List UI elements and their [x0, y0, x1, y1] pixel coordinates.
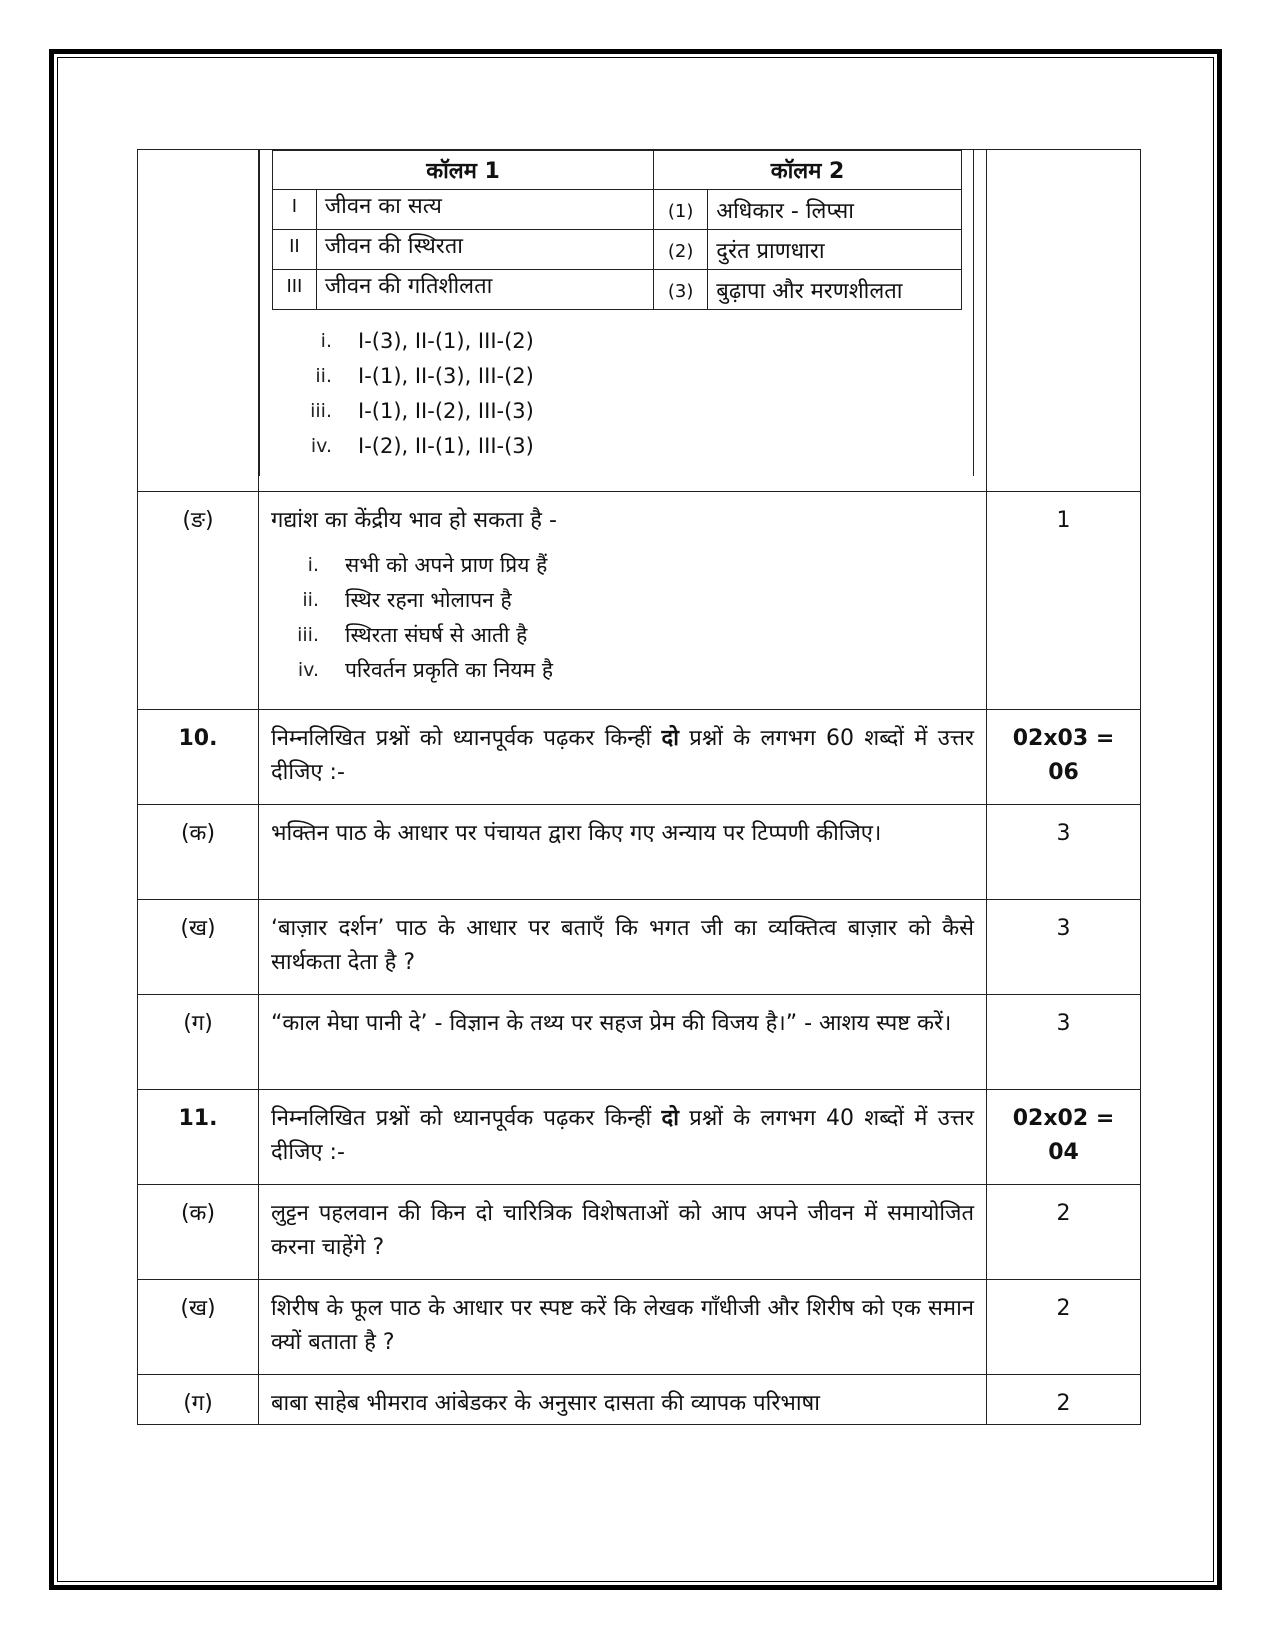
marks: 1 — [987, 492, 1141, 710]
marks: 2 — [987, 1185, 1141, 1280]
match-row — [273, 270, 962, 310]
question-number: (क) — [138, 1185, 259, 1280]
match-row — [273, 190, 962, 230]
match-columns-table — [272, 150, 962, 310]
question-text-cell — [259, 492, 987, 710]
options-list — [272, 324, 973, 464]
option-item: ii. I-(1), II-(3), III-(2) — [315, 364, 534, 388]
match-roman: II — [273, 230, 317, 270]
marks: 2 — [987, 1280, 1141, 1375]
match-col2: अधिकार - लिप्सा — [708, 190, 962, 230]
table-row — [138, 995, 1141, 1090]
question-number: (ग) — [138, 1375, 259, 1425]
marks: 2 — [987, 1375, 1141, 1425]
match-roman: I — [273, 190, 317, 230]
question-text: निम्नलिखित प्रश्नों को ध्यानपूर्वक पढ़कर किन्हीं दो प्रश्नों के लगभग 40 शब्दों में उत्तर दीजिए :- — [259, 1090, 987, 1185]
question-number: (ङ) — [138, 492, 259, 710]
option-item: i. I-(3), II-(1), III-(2) — [320, 329, 534, 353]
question-number: 10. — [138, 710, 259, 805]
option-item: iv. परिवर्तन प्रकृति का नियम है — [297, 658, 553, 682]
column2-header: कॉलम 2 — [654, 151, 962, 190]
match-roman: III — [273, 270, 317, 310]
question-number-cell — [138, 150, 259, 492]
match-num: (1) — [654, 190, 708, 230]
question-number: 11. — [138, 1090, 259, 1185]
marks: 3 — [987, 995, 1141, 1090]
option-item: iii. स्थिरता संघर्ष से आती है — [297, 623, 528, 647]
emphasis-word: दो — [661, 726, 679, 751]
question-text: निम्नलिखित प्रश्नों को ध्यानपूर्वक पढ़कर किन्हीं दो प्रश्नों के लगभग 60 शब्दों में उत्तर दीजिए :- — [259, 710, 987, 805]
table-row — [138, 492, 1141, 710]
match-col2: बुढ़ापा और मरणशीलता — [708, 270, 962, 310]
question-text: बाबा साहेब भीमराव आंबेडकर के अनुसार दासता की व्यापक परिभाषा — [259, 1375, 987, 1425]
options-list — [271, 548, 974, 688]
question-text: ‘बाज़ार दर्शन’ पाठ के आधार पर बताएँ कि भगत जी का व्यक्तित्व बाज़ार को कैसे सार्थकता देता है ? — [259, 900, 987, 995]
option-item: iii. I-(1), II-(2), III-(3) — [310, 399, 534, 423]
question-text-cell — [259, 150, 987, 492]
question-text: लुट्टन पहलवान की किन दो चारित्रिक विशेषताओं को आप अपने जीवन में समायोजित करना चाहेंगे ? — [259, 1185, 987, 1280]
match-num: (2) — [654, 230, 708, 270]
table-row — [138, 805, 1141, 900]
question-number: (ख) — [138, 1280, 259, 1375]
table-row — [138, 900, 1141, 995]
match-col2: दुरंत प्राणधारा — [708, 230, 962, 270]
match-col1: जीवन का सत्य — [316, 190, 653, 230]
marks-cell — [987, 150, 1141, 492]
question-text: “काल मेघा पानी दे’ - विज्ञान के तथ्य पर सहज प्रेम की विजय है।” - आशय स्पष्ट करें। — [259, 995, 987, 1090]
match-header-row — [273, 151, 962, 190]
question-number: (ख) — [138, 900, 259, 995]
match-col1: जीवन की स्थिरता — [316, 230, 653, 270]
table-row-match — [138, 150, 1141, 492]
table-row — [138, 1280, 1141, 1375]
marks: 02x03 = 06 — [987, 710, 1141, 805]
match-row — [273, 230, 962, 270]
emphasis-word: दो — [661, 1106, 679, 1131]
table-row — [138, 710, 1141, 805]
column1-header: कॉलम 1 — [273, 151, 654, 190]
question-number: (क) — [138, 805, 259, 900]
table-row — [138, 1090, 1141, 1185]
option-item: iv. I-(2), II-(1), III-(3) — [310, 434, 534, 458]
marks: 3 — [987, 805, 1141, 900]
table-row — [138, 1375, 1141, 1425]
question-number: (ग) — [138, 995, 259, 1090]
table-row — [138, 1185, 1141, 1280]
match-num: (3) — [654, 270, 708, 310]
question-text: शिरीष के फूल पाठ के आधार पर स्पष्ट करें कि लेखक गाँधीजी और शिरीष को एक समान क्यों बताता है ? — [259, 1280, 987, 1375]
option-item: i. सभी को अपने प्राण प्रिय हैं — [307, 553, 548, 577]
question-text: गद्यांश का केंद्रीय भाव हो सकता है - — [271, 508, 557, 533]
option-item: ii. स्थिर रहना भोलापन है — [302, 588, 512, 612]
question-table — [137, 149, 1141, 1425]
match-col1: जीवन की गतिशीलता — [316, 270, 653, 310]
marks: 02x02 = 04 — [987, 1090, 1141, 1185]
marks: 3 — [987, 900, 1141, 995]
question-text: भक्तिन पाठ के आधार पर पंचायत द्वारा किए गए अन्याय पर टिप्पणी कीजिए। — [259, 805, 987, 900]
